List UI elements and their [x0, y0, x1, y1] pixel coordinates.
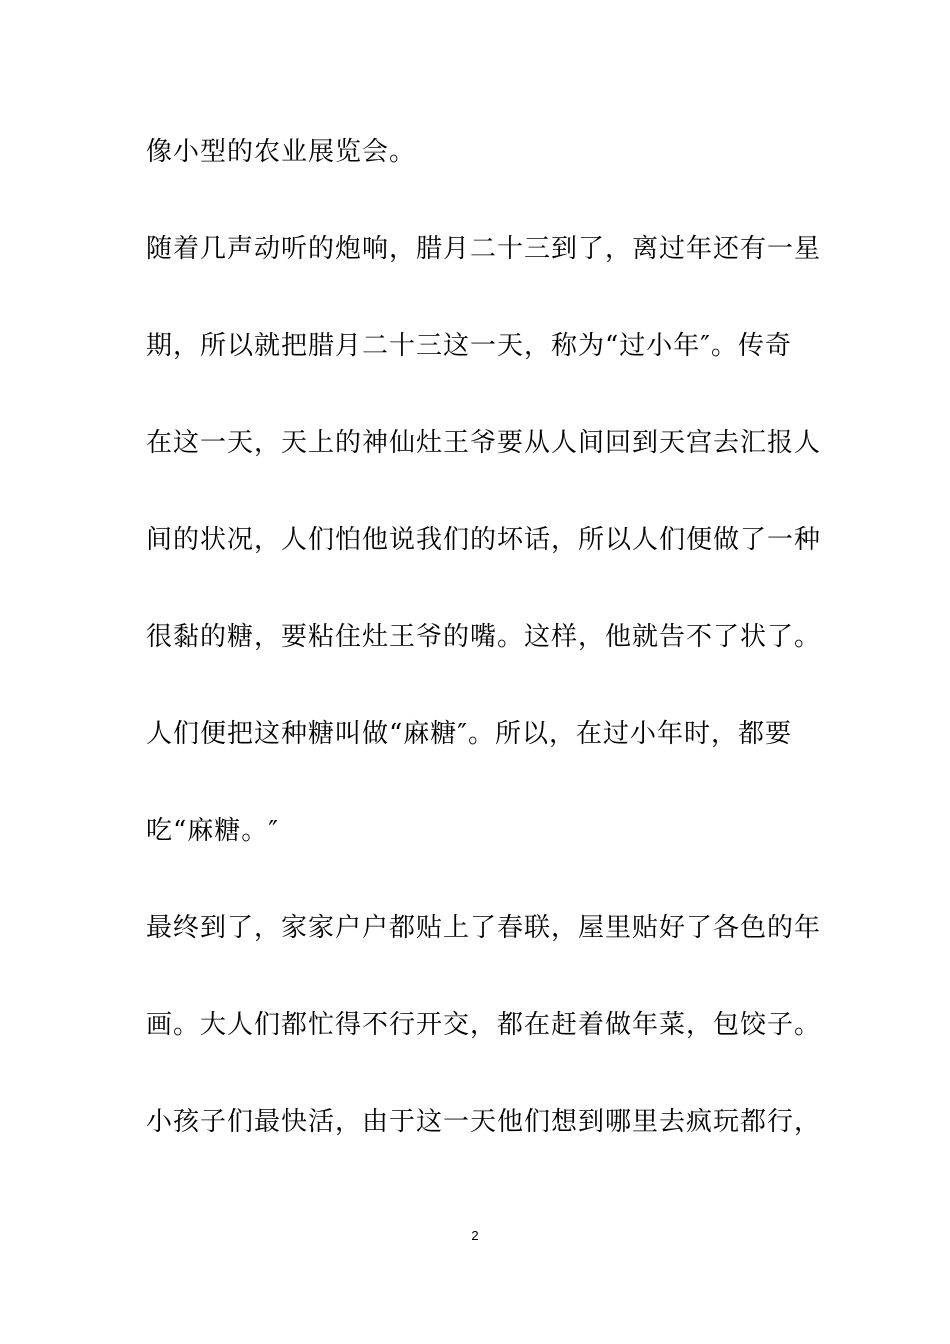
text-line: 期，所以就把腊月二十三这一天，称为“过小年″。传奇 — [146, 331, 793, 361]
page-number: 2 — [471, 1228, 479, 1243]
text-line: 吃“麻糖。″ — [146, 816, 280, 846]
text-line: 小孩子们最快活，由于这一天他们想到哪里去疯玩都行， — [146, 1107, 822, 1137]
text-line: 间的状况，人们怕他说我们的坏话，所以人们便做了一种 — [146, 525, 822, 555]
text-line: 人们便把这种糖叫做“麻糖″。所以，在过小年时，都要 — [146, 719, 793, 749]
text-line: 在这一天，天上的神仙灶王爷要从人间回到天宫去汇报人 — [146, 428, 822, 458]
text-line: 最终到了，家家户户都贴上了春联，屋里贴好了各色的年 — [146, 913, 822, 943]
text-line: 像小型的农业展览会。 — [146, 137, 417, 167]
document-body — [146, 128, 826, 1195]
text-line: 随着几声动听的炮响，腊月二十三到了，离过年还有一星 — [146, 234, 822, 264]
text-line: 很黏的糖，要粘住灶王爷的嘴。这样，他就告不了状了。 — [146, 622, 822, 652]
text-line: 画。大人们都忙得不行开交，都在赶着做年菜，包饺子。 — [146, 1010, 822, 1040]
